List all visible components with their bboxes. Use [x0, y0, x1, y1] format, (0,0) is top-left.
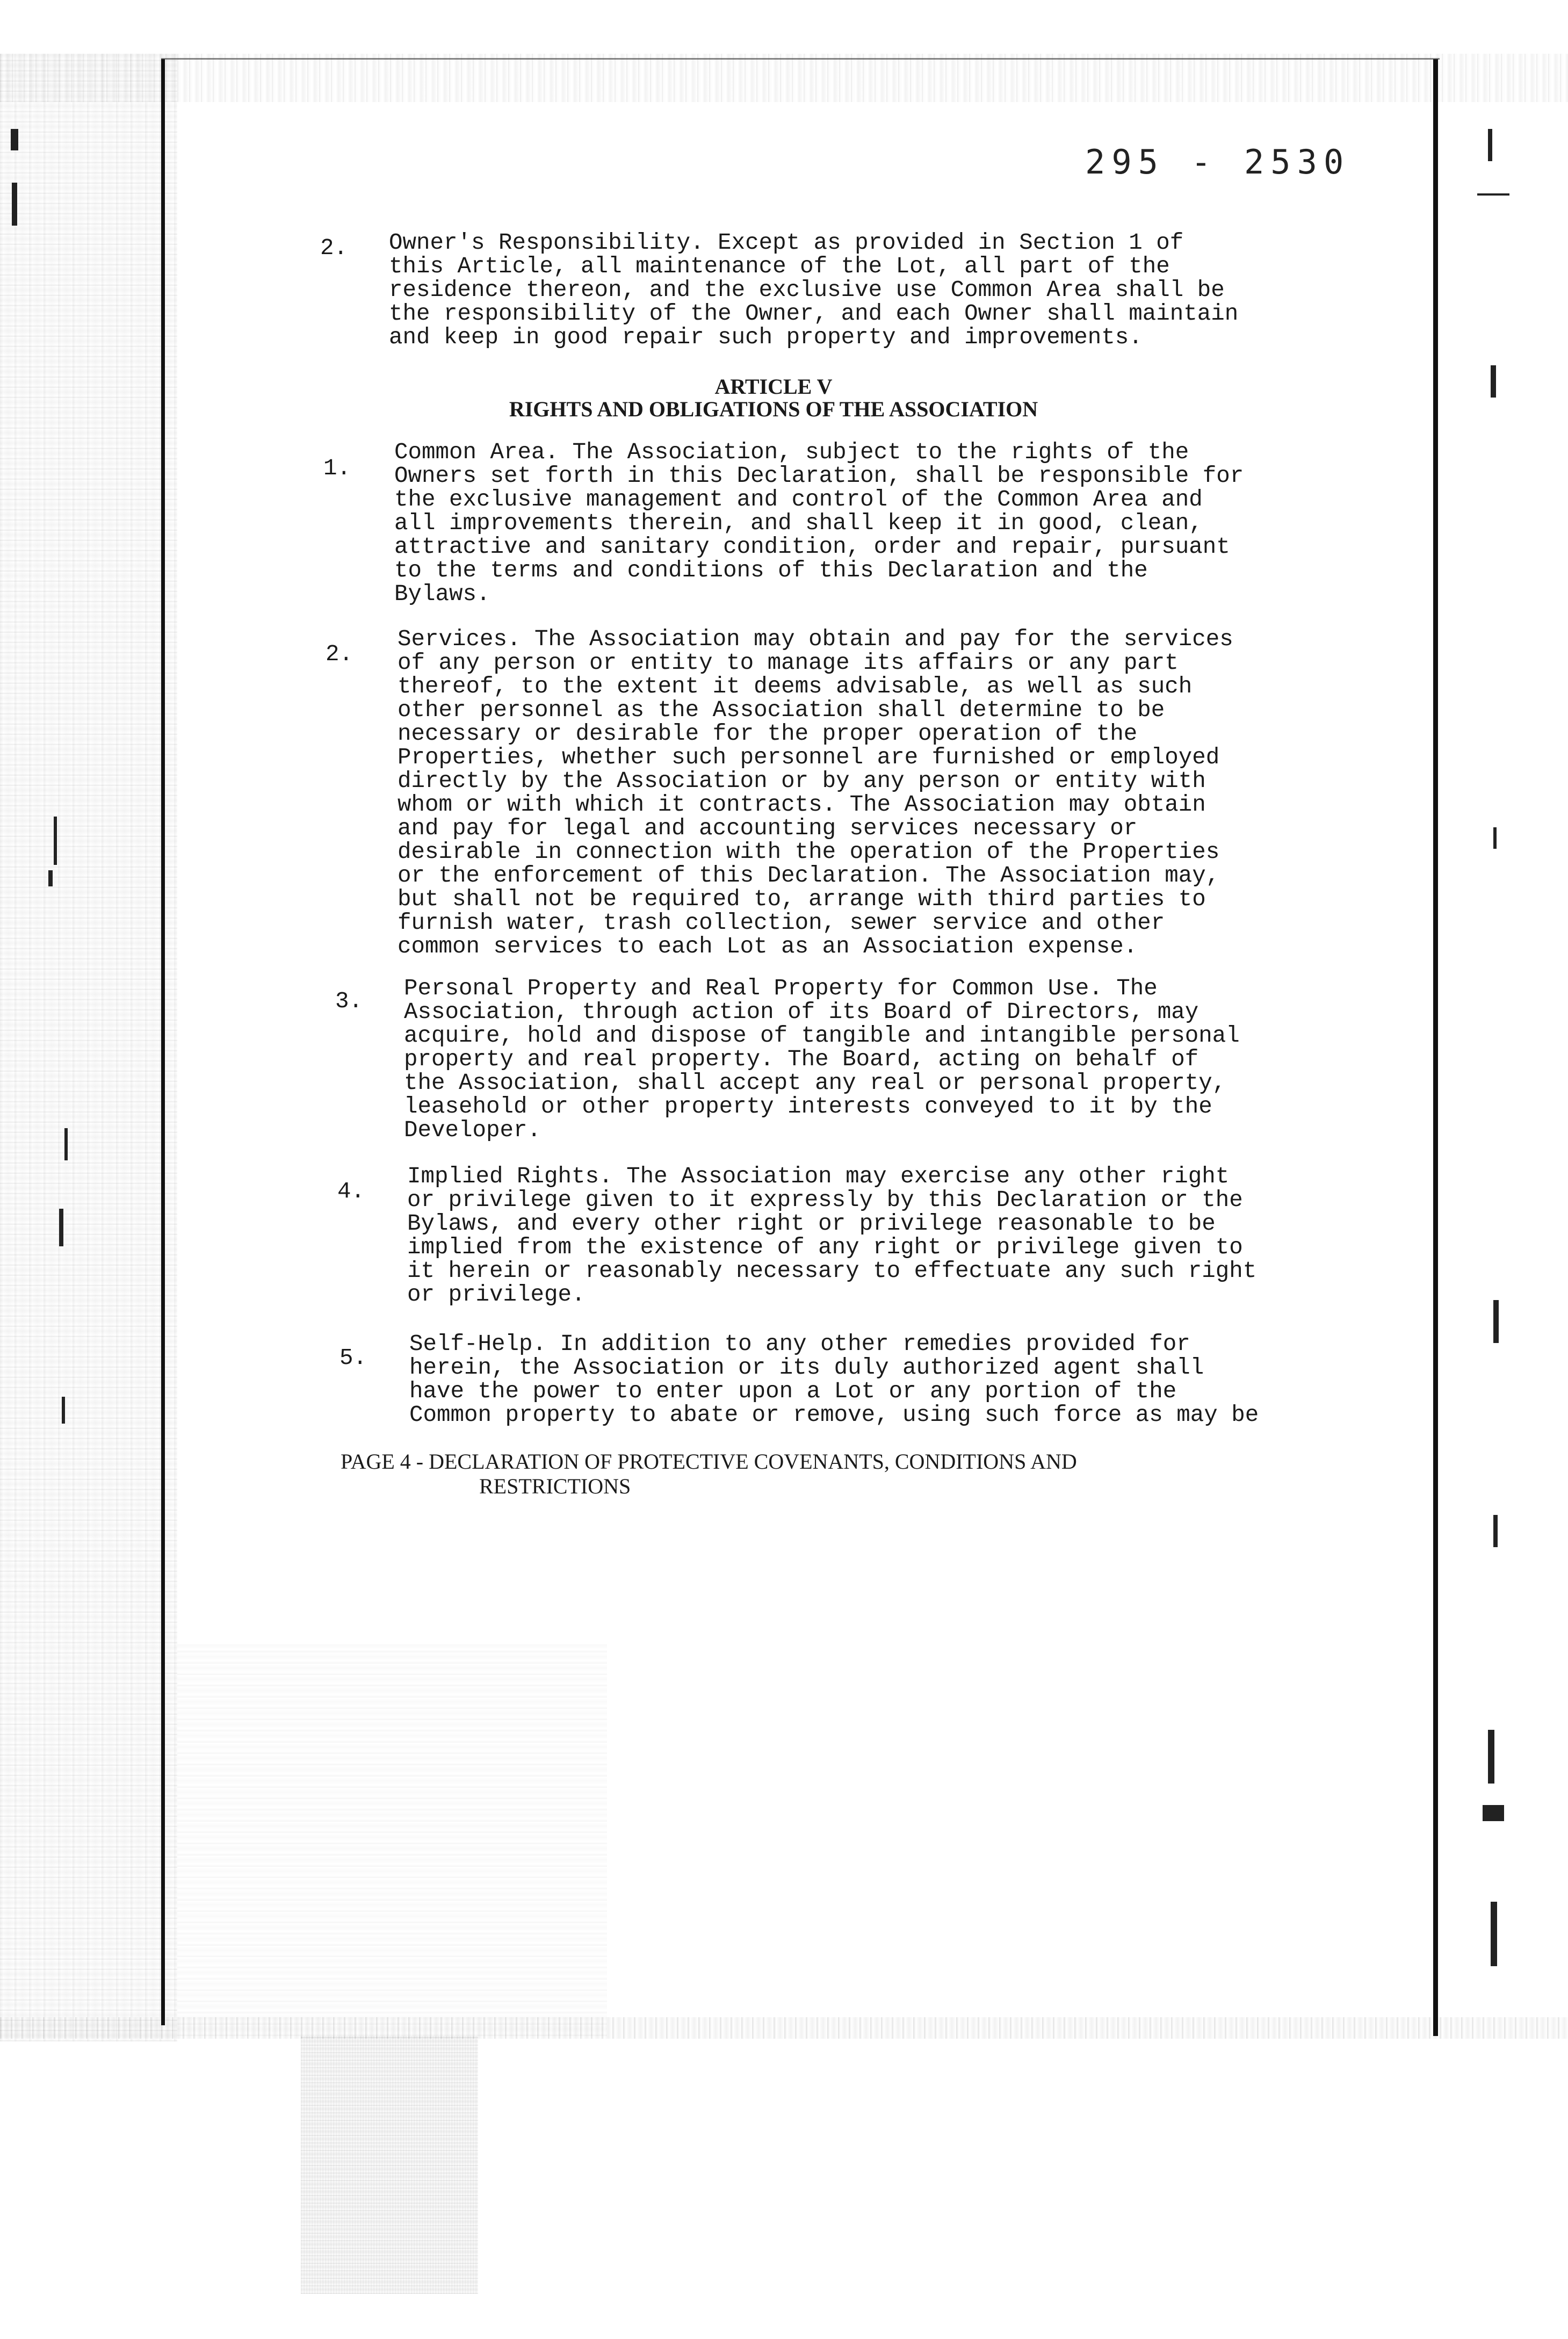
item-number: 2. [326, 641, 353, 667]
text-line: property and real property. The Board, acting on behalf of [404, 1046, 1199, 1072]
section-number: 2. [320, 235, 348, 261]
text-line: thereof, to the extent it deems advisable, as well as such [398, 674, 1193, 699]
text-line: or the enforcement of this Declaration. The Association may, [398, 863, 1220, 889]
text-line: directly by the Association or by any person or entity with [398, 768, 1206, 794]
scan-noise-left [0, 54, 177, 2041]
text-line: the Association, shall accept any real or personal property, [404, 1070, 1226, 1096]
text-line: it herein or reasonably necessary to effectuate any such right [407, 1258, 1257, 1284]
item-number: 1. [323, 456, 351, 481]
text-line: Developer. [404, 1117, 541, 1143]
text-line: Association, through action of its Board of Directors, may [404, 999, 1199, 1025]
text-line: to the terms and conditions of this Declaration and the [394, 558, 1148, 583]
common-area-paragraph [394, 441, 1244, 606]
text-line: Common property to abate or remove, using such force as may be [409, 1402, 1259, 1428]
text-line: Bylaws. [394, 581, 490, 607]
text-line: Common Area. The Association, subject to the rights of the [394, 439, 1189, 465]
page-top-edge [161, 58, 1440, 60]
text-line: herein, the Association or its duly authorized agent shall [409, 1355, 1204, 1381]
text-line: Services. The Association may obtain and pay for the services [398, 626, 1233, 652]
text-line: implied from the existence of any right or privilege given to [407, 1235, 1243, 1260]
text-line: desirable in connection with the operation of the Properties [398, 839, 1220, 865]
right-margin-marks [1466, 54, 1547, 2041]
text-line: all improvements therein, and shall keep it in good, clean, [394, 510, 1203, 536]
text-line: necessary or desirable for the proper operation of the [398, 721, 1138, 747]
page-number: 295 - 2530 [1085, 142, 1350, 182]
text-line: and pay for legal and accounting services necessary or [398, 815, 1138, 841]
article-title: RIGHTS AND OBLIGATIONS OF THE ASSOCIATION [509, 397, 1038, 421]
scan-noise-bottom [0, 2017, 1568, 2039]
text-line: residence thereon, and the exclusive use Common Area shall be [389, 277, 1225, 303]
owner-responsibility-paragraph [389, 231, 1238, 349]
item-number: 5. [339, 1345, 367, 1371]
text-line: Owner's Responsibility. Except as provided in Section 1 of [389, 230, 1184, 256]
page-right-border [1433, 59, 1438, 2036]
text-line: Self-Help. In addition to any other remedies provided for [409, 1331, 1190, 1357]
page-footer [341, 1449, 1077, 1499]
text-line: the responsibility of the Owner, and each Owner shall maintain [389, 301, 1239, 327]
text-line: the exclusive management and control of the Common Area and [394, 487, 1203, 512]
footer-line: PAGE 4 - DECLARATION OF PROTECTIVE COVENANTS, CONDITIONS AND [341, 1449, 1077, 1474]
text-line: common services to each Lot as an Association expense. [398, 934, 1138, 959]
text-line: whom or with which it contracts. The Association may obtain [398, 792, 1206, 818]
footer-line: RESTRICTIONS [479, 1474, 631, 1498]
text-line: Bylaws, and every other right or privilege reasonable to be [407, 1211, 1216, 1237]
text-line: and keep in good repair such property and improvements. [389, 324, 1143, 350]
text-line: have the power to enter upon a Lot or any portion of the [409, 1378, 1177, 1404]
text-line: acquire, hold and dispose of tangible and intangible personal [404, 1023, 1240, 1049]
text-line: Owners set forth in this Declaration, shall be responsible for [394, 463, 1244, 489]
text-line: furnish water, trash collection, sewer service and other [398, 910, 1165, 936]
text-line: but shall not be required to, arrange with third parties to [398, 886, 1206, 912]
text-line: of any person or entity to manage its affairs or any part [398, 650, 1179, 676]
text-line: Personal Property and Real Property for Common Use. The [404, 976, 1158, 1001]
page-left-border [161, 59, 165, 2025]
scan-noise-lower-left [177, 1644, 607, 2036]
text-line: or privilege given to it expressly by this Declaration or the [407, 1187, 1243, 1213]
text-line: this Article, all maintenance of the Lot, all part of the [389, 254, 1170, 279]
text-line: Implied Rights. The Association may exercise any other right [407, 1164, 1230, 1189]
implied-rights-paragraph [407, 1165, 1256, 1306]
personal-property-paragraph [404, 977, 1240, 1142]
item-number: 4. [337, 1179, 365, 1204]
text-line: attractive and sanitary condition, order and repair, pursuant [394, 534, 1230, 560]
self-help-paragraph [409, 1332, 1259, 1427]
scan-noise-top [0, 54, 1568, 102]
text-line: or privilege. [407, 1282, 586, 1308]
services-paragraph [398, 627, 1233, 958]
item-number: 3. [335, 988, 363, 1014]
scan-tab-artifact [301, 2036, 478, 2294]
article-number: ARTICLE V [714, 374, 833, 399]
text-line: other personnel as the Association shall determine to be [398, 697, 1165, 723]
text-line: leasehold or other property interests conveyed to it by the [404, 1094, 1212, 1120]
text-line: Properties, whether such personnel are furnished or employed [398, 745, 1220, 770]
